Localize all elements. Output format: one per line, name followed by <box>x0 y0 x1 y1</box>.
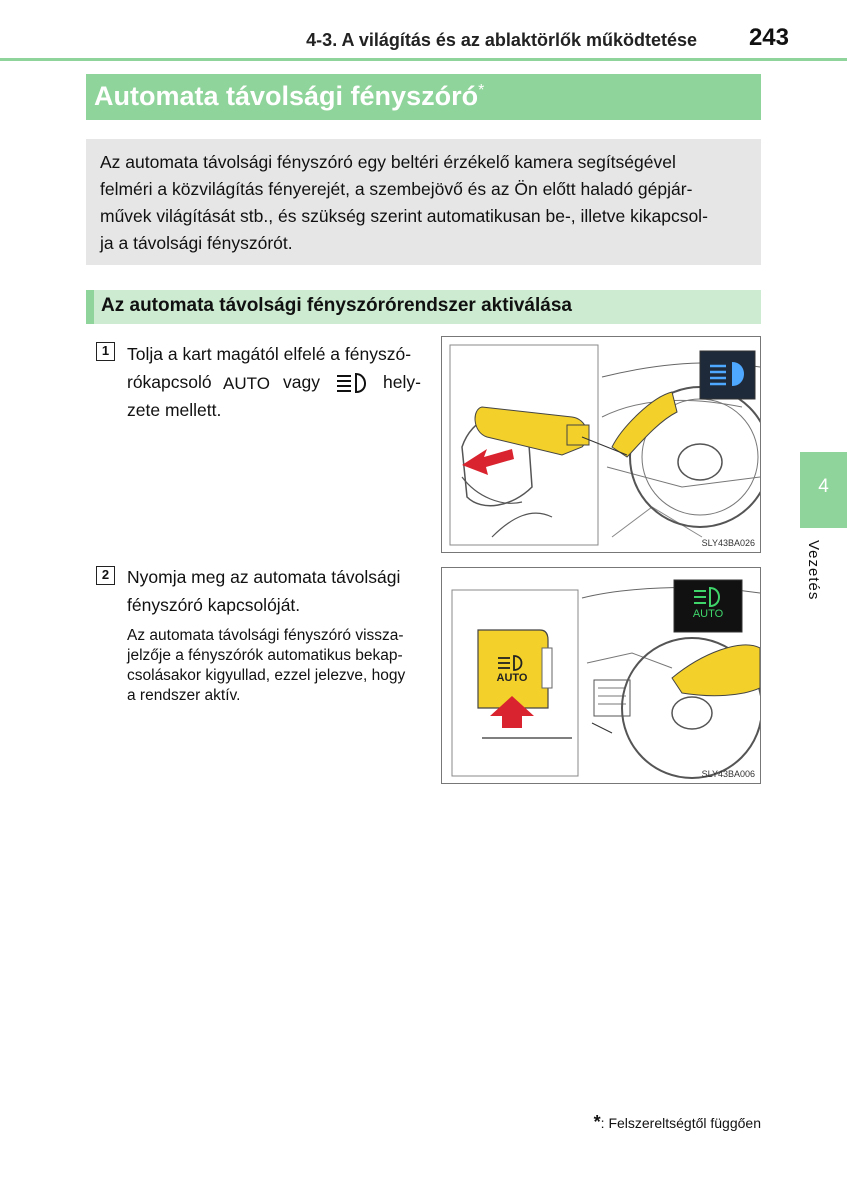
section-title: 4-3. A világítás és az ablaktörlők működtetése <box>306 30 697 50</box>
title-bar <box>86 74 761 120</box>
auto-high-beam-indicator-icon <box>688 586 728 608</box>
page-title-text: Automata távolsági fényszóró <box>94 81 479 111</box>
step-1-line-part: rókapcsoló <box>127 372 212 392</box>
intro-line: művek világítását stb., és szükség szerint automatikusan be-, illetve kikapcsol- <box>100 206 708 226</box>
step-number-1: 1 <box>96 342 115 361</box>
page-title <box>94 81 484 112</box>
high-beam-icon <box>331 372 371 394</box>
figure-1-lever <box>441 336 761 553</box>
footnote-text: : Felszereltségtől függően <box>600 1115 761 1131</box>
figure-code: SLY43BA026 <box>701 538 755 548</box>
subheading-accent <box>86 290 94 324</box>
step-2-line: fényszóró kapcsolóját. <box>127 595 301 615</box>
intro-line: ja a távolsági fényszórót. <box>100 233 293 253</box>
chapter-tab <box>800 452 847 528</box>
footnote-asterisk: * <box>593 1112 601 1132</box>
note-line: csolásakor kigyullad, ezzel jelezve, hogy <box>127 667 406 684</box>
step-1-line-part: vagy <box>283 372 320 392</box>
auto-indicator-label: AUTO <box>692 608 724 620</box>
chapter-number: 4 <box>818 476 829 497</box>
note-line: Az automata távolsági fényszóró vissza- <box>127 627 404 644</box>
auto-button-label: AUTO <box>496 672 528 684</box>
step-1-line-with-icons <box>127 368 427 396</box>
intro-line: Az automata távolsági fényszóró egy beltéri érzékelő kamera segítségével <box>100 152 676 172</box>
figure-2-button <box>441 567 761 784</box>
step-1-text <box>127 340 427 424</box>
step-2-line: Nyomja meg az automata távolsági <box>127 567 401 587</box>
intro-box <box>86 139 761 265</box>
chapter-label: Vezetés <box>805 540 822 601</box>
intro-line: felméri a közvilágítás fényerejét, a szembejövő és az Ön előtt haladó gépjár- <box>100 179 693 199</box>
figure-code: SLY43BA006 <box>701 769 755 779</box>
auto-high-beam-button-icon <box>490 654 534 672</box>
title-asterisk: * <box>478 82 485 99</box>
subheading: Az automata távolsági fényszórórendszer aktiválása <box>101 295 572 316</box>
page-header <box>0 22 847 62</box>
auto-position-label: AUTO <box>223 374 270 393</box>
step-2-note <box>127 626 427 706</box>
step-number-2: 2 <box>96 566 115 585</box>
step-1-line: Tolja a kart magától elfelé a fényszó- <box>127 344 412 364</box>
note-line: a rendszer aktív. <box>127 687 241 704</box>
subheading-bar <box>86 290 761 324</box>
page-number: 243 <box>748 24 789 51</box>
step-1-line-part: hely- <box>383 372 421 392</box>
footnote <box>594 1112 761 1133</box>
step-2-text <box>127 563 427 619</box>
header-rule <box>0 58 847 61</box>
high-beam-indicator-icon <box>706 359 750 389</box>
step-1-line: zete mellett. <box>127 400 222 420</box>
note-line: jelzője a fényszórók automatikus bekap- <box>127 647 403 664</box>
